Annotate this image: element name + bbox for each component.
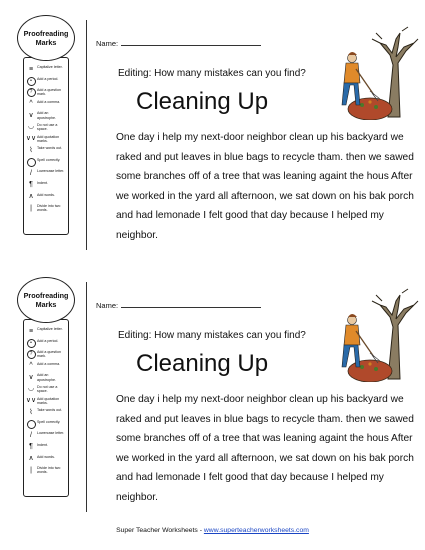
- circled-dot-icon: •: [26, 339, 36, 348]
- editing-question: Editing: How many mistakes can you find?: [118, 68, 306, 79]
- name-row: [96, 38, 261, 48]
- name-field[interactable]: [121, 300, 261, 308]
- separator-icon: |: [30, 466, 32, 474]
- caret-icon: ∧: [28, 455, 34, 463]
- mark-delete: ⌇ Take words out.: [26, 408, 68, 417]
- proofreading-marks-list: [23, 319, 69, 497]
- mark-divide: | Divide into two words.: [26, 204, 68, 213]
- caret-quotes-icon: ∨∨: [25, 135, 37, 143]
- circled-question-icon: ?: [26, 350, 36, 359]
- caret-space-icon: ◡: [27, 123, 35, 131]
- page-footer: [0, 527, 425, 534]
- caret-comma-icon: ^: [29, 100, 33, 108]
- mark-capitalize: ≡ Capitalize letter.: [26, 327, 68, 336]
- mark-question: ? Add a question mark.: [26, 350, 68, 359]
- separator-icon: |: [30, 204, 32, 212]
- mark-apostrophe: ∨ Add an apostrophe.: [26, 111, 68, 120]
- story-line: raked and put leaves in blue bags to recycle tham. then we sawed: [116, 413, 414, 425]
- divider-line: [86, 20, 87, 250]
- mark-spell: Spell correctly.: [26, 158, 68, 167]
- mark-period: • Add a period.: [26, 339, 68, 348]
- story-title: Cleaning Up: [136, 350, 269, 377]
- proofreading-marks-list: [23, 57, 69, 235]
- worksheet-bottom: [0, 262, 425, 517]
- mark-question: ? Add a question mark.: [26, 88, 68, 97]
- mark-delete: ⌇ Take words out.: [26, 146, 68, 155]
- mark-lowercase: / Lowercase letter.: [26, 169, 68, 178]
- mark-quotes: ∨∨ Add quotation marks.: [25, 134, 60, 143]
- slash-icon: /: [30, 431, 32, 439]
- mark-no-space: ◡ Do not use a space.: [27, 122, 58, 132]
- caret-apostrophe-icon: ∨: [28, 111, 34, 119]
- story-text: [116, 390, 416, 507]
- caret-apostrophe-icon: ∨: [28, 373, 34, 381]
- divider-line: [86, 282, 87, 512]
- mark-apostrophe: ∨ Add an apostrophe.: [26, 373, 68, 382]
- footer-brand: Super Teacher Worksheets: [116, 527, 198, 534]
- circle-icon: [26, 158, 36, 167]
- story-line: neighbor.: [116, 229, 158, 241]
- footer-separator: -: [197, 527, 204, 534]
- worksheet-top: [0, 0, 425, 255]
- triple-underline-icon: ≡: [28, 65, 34, 73]
- proofreading-marks-title: Proofreading Marks: [17, 277, 75, 323]
- circled-question-icon: ?: [26, 88, 36, 97]
- caret-quotes-icon: ∨∨: [25, 397, 37, 405]
- name-label: Name:: [96, 39, 119, 48]
- mark-capitalize: ≡ Capitalize letter.: [26, 65, 68, 74]
- story-line: we worked in the yard all afternoon, we sat down on his bak porch: [116, 190, 414, 202]
- mark-spell: Spell correctly.: [26, 420, 68, 429]
- mark-comma: ^ Add a comma.: [26, 100, 68, 109]
- story-line: raked and put leaves in blue bags to recycle tham. then we sawed: [116, 151, 414, 163]
- mark-indent: ¶ Indent.: [26, 443, 68, 452]
- story-line: and had lemonade I felt good that day because I helped my: [116, 210, 384, 221]
- mark-divide: | Divide into two words.: [26, 466, 68, 475]
- mark-comma: ^ Add a comma.: [26, 362, 68, 371]
- caret-icon: ∧: [28, 193, 34, 201]
- name-label: Name:: [96, 301, 119, 310]
- delete-loop-icon: ⌇: [29, 146, 33, 154]
- name-row: [96, 300, 261, 310]
- mark-add-words: ∧ Add words.: [26, 455, 68, 464]
- triple-underline-icon: ≡: [28, 327, 34, 335]
- mark-indent: ¶ Indent.: [26, 181, 68, 190]
- name-field[interactable]: [121, 38, 261, 46]
- story-title: Cleaning Up: [136, 88, 269, 115]
- mark-no-space: ◡ Do not use a space.: [27, 384, 58, 394]
- proofreading-marks-panel: [17, 277, 75, 497]
- proofreading-marks-panel: [17, 15, 75, 235]
- indent-icon: ¶: [29, 443, 33, 451]
- proofreading-marks-title: Proofreading Marks: [17, 15, 75, 61]
- circle-icon: [26, 420, 36, 429]
- circled-dot-icon: •: [26, 77, 36, 86]
- mark-period: • Add a period.: [26, 77, 68, 86]
- yard-work-illustration: [330, 25, 420, 120]
- slash-icon: /: [30, 169, 32, 177]
- story-line: One day i help my next-door neighbor clean up his backyard we: [116, 132, 404, 143]
- story-line: One day i help my next-door neighbor clean up his backyard we: [116, 394, 404, 405]
- caret-comma-icon: ^: [29, 362, 33, 370]
- indent-icon: ¶: [29, 181, 33, 189]
- caret-space-icon: ◡: [27, 385, 35, 393]
- story-line: neighbor.: [116, 491, 158, 503]
- mark-add-words: ∧ Add words.: [26, 193, 68, 202]
- story-line: some branches off of a tree that was leaning againt the hous After: [116, 171, 413, 182]
- story-line: some branches off of a tree that was leaning againt the hous After: [116, 433, 413, 444]
- yard-work-illustration: [330, 287, 420, 382]
- mark-quotes: ∨∨ Add quotation marks.: [25, 396, 60, 405]
- story-line: and had lemonade I felt good that day because I helped my: [116, 472, 384, 483]
- editing-question: Editing: How many mistakes can you find?: [118, 330, 306, 341]
- story-text: [116, 128, 416, 245]
- footer-link[interactable]: www.superteacherworksheets.com: [203, 527, 309, 534]
- story-line: we worked in the yard all afternoon, we sat down on his bak porch: [116, 452, 414, 464]
- delete-loop-icon: ⌇: [29, 408, 33, 416]
- mark-lowercase: / Lowercase letter.: [26, 431, 68, 440]
